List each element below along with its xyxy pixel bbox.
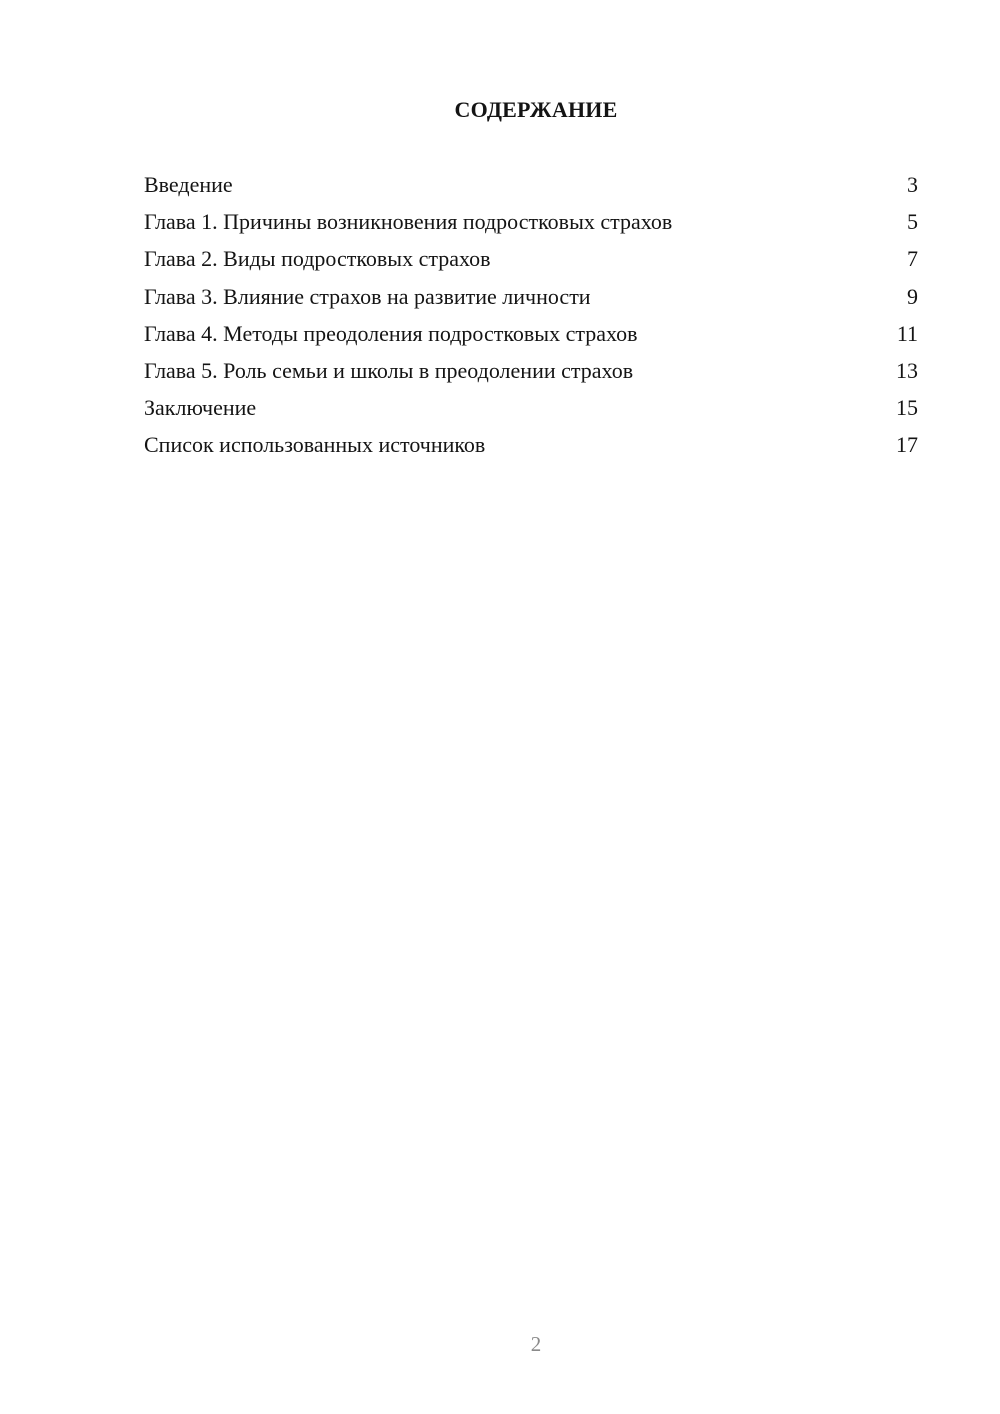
toc-heading: СОДЕРЖАНИЕ (454, 97, 618, 122)
toc-entry[interactable] (144, 240, 918, 277)
toc-entry-page: 13 (896, 357, 918, 383)
toc-entry-page: 9 (907, 283, 918, 309)
toc-entry-title: Список использованных источников (144, 432, 486, 458)
page-number: 2 (530, 1332, 542, 1356)
toc-entry-title: Глава 3. Влияние страхов на развитие личности (144, 283, 591, 309)
toc-list (144, 166, 918, 464)
toc-entry-title: Заключение (144, 395, 257, 421)
toc-entry-title: Глава 5. Роль семьи и школы в преодолении страхов (144, 357, 634, 383)
toc-entry-page: 7 (907, 246, 918, 272)
toc-entry-title: Глава 1. Причины возникновения подростковых страхов (144, 209, 673, 235)
toc-entry-title: Глава 4. Методы преодоления подростковых страхов (144, 320, 638, 346)
toc-entry[interactable] (144, 352, 918, 389)
toc-entry-page: 5 (907, 209, 918, 235)
toc-entry[interactable] (144, 315, 918, 352)
toc-entry[interactable] (144, 426, 918, 463)
toc-entry[interactable] (144, 278, 918, 315)
toc-entry[interactable] (144, 166, 918, 203)
toc-entry-page: 15 (896, 395, 918, 421)
toc-entry-page: 11 (896, 320, 918, 346)
toc-entry[interactable] (144, 203, 918, 240)
toc-entry[interactable] (144, 389, 918, 426)
toc-entry-title: Глава 2. Виды подростковых страхов (144, 246, 491, 272)
toc-entry-page: 17 (896, 432, 918, 458)
toc-entry-page: 3 (907, 172, 918, 197)
toc-entry-title: Введение (144, 172, 233, 197)
